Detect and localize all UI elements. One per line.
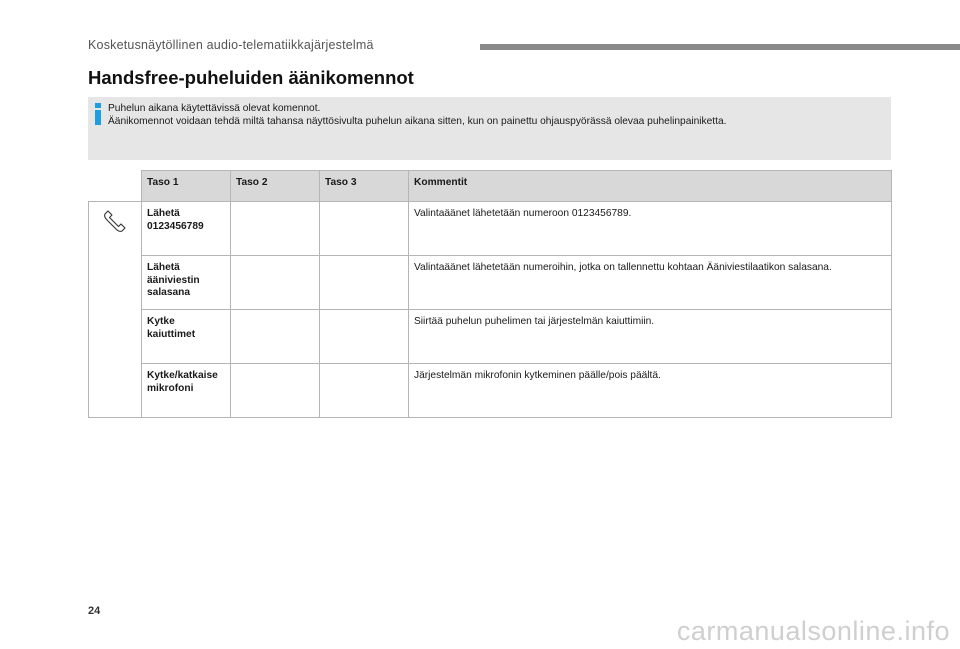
header-comments: Kommentit (409, 171, 892, 202)
row-1-level-1: Lähetä 0123456789 (142, 202, 231, 256)
info-line-2: Äänikomennot voidaan tehdä miltä tahansa näyttösivulta puhelun aikana sitten, kun on painettu ohjauspyörässä olevaa puhelinpainiketta. (108, 116, 727, 127)
row-4-level-2 (231, 364, 320, 418)
table-row (89, 310, 892, 364)
section-title: Kosketusnäytöllinen audio-telematiikkajärjestelmä (88, 38, 374, 52)
table-header-row (89, 171, 892, 202)
phone-handset-icon (102, 210, 128, 234)
header-level-2: Taso 2 (231, 171, 320, 202)
header-level-1: Taso 1 (142, 171, 231, 202)
table-row (89, 256, 892, 310)
row-1-level-3 (320, 202, 409, 256)
row-1-level-2 (231, 202, 320, 256)
header-level-3: Taso 3 (320, 171, 409, 202)
row-3-level-3 (320, 310, 409, 364)
watermark: carmanualsonline.info (676, 616, 950, 646)
info-line-1: Puhelun aikana käytettävissä olevat komennot. (108, 103, 321, 114)
info-icon (93, 103, 103, 125)
page-number: 24 (88, 605, 101, 617)
row-4-level-1: Kytke/katkaise mikrofoni (142, 364, 231, 418)
table-row (89, 364, 892, 418)
row-2-level-2 (231, 256, 320, 310)
phone-icon-cell (89, 202, 142, 418)
info-box (88, 97, 891, 160)
row-4-comment: Järjestelmän mikrofonin kytkeminen päälle/pois päältä. (409, 364, 892, 418)
row-2-level-3 (320, 256, 409, 310)
row-3-comment: Siirtää puhelun puhelimen tai järjestelmän kaiuttimiin. (409, 310, 892, 364)
row-4-level-3 (320, 364, 409, 418)
row-2-level-1: Lähetä ääniviestin salasana (142, 256, 231, 310)
row-1-comment: Valintaäänet lähetetään numeroon 0123456789. (409, 202, 892, 256)
table-row (89, 202, 892, 256)
table-header-blank (89, 171, 142, 202)
row-2-comment: Valintaäänet lähetetään numeroihin, jotka on tallennettu kohtaan Ääniviestilaatikon salasana. (409, 256, 892, 310)
row-3-level-2 (231, 310, 320, 364)
voice-commands-table (88, 170, 892, 418)
page-title: Handsfree-puheluiden äänikomennot (88, 67, 414, 88)
row-3-level-1: Kytke kaiuttimet (142, 310, 231, 364)
header-bar (480, 44, 960, 50)
